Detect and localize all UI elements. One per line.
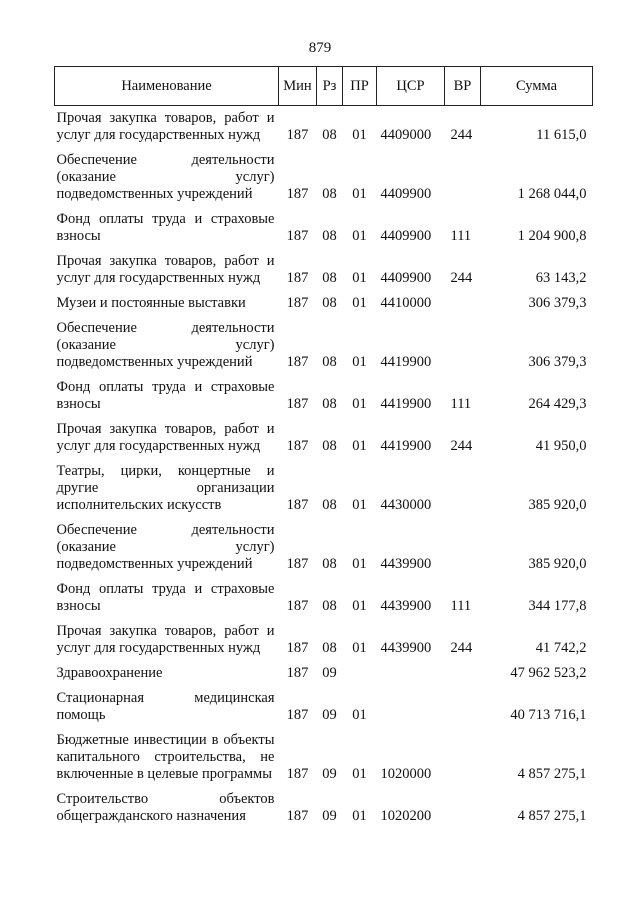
table-body	[55, 106, 593, 830]
cell-csr: 4439900	[380, 598, 432, 614]
header-row	[55, 67, 593, 106]
cell-vr	[445, 728, 481, 787]
cell-min: 187	[286, 665, 309, 681]
cell-min: 187	[286, 354, 309, 370]
cell-pr: 01	[352, 396, 367, 412]
cell-pr: 01	[352, 438, 367, 454]
cell-sum: 306 379,3	[528, 354, 587, 370]
budget-table	[54, 66, 593, 829]
cell-vr	[445, 686, 481, 728]
table-row	[55, 577, 593, 619]
cell-sum: 1 268 044,0	[517, 186, 587, 202]
table-row	[55, 249, 593, 291]
cell-csr: 4439900	[380, 556, 432, 572]
cell-rz: 08	[322, 127, 337, 143]
cell-csr: 4439900	[380, 640, 432, 656]
cell-pr: 01	[352, 270, 367, 286]
table-row	[55, 207, 593, 249]
table-row	[55, 787, 593, 829]
cell-min: 187	[286, 497, 309, 513]
header-name: Наименование	[55, 67, 279, 106]
cell-sum: 1 204 900,8	[517, 228, 587, 244]
cell-pr: 01	[352, 497, 367, 513]
cell-rz: 09	[322, 665, 337, 681]
cell-pr: 01	[352, 640, 367, 656]
table-row	[55, 728, 593, 787]
table-row	[55, 375, 593, 417]
cell-rz: 09	[322, 707, 337, 723]
cell-pr: 01	[352, 127, 367, 143]
cell-pr: 01	[352, 295, 367, 311]
cell-sum: 47 962 523,2	[510, 665, 587, 681]
cell-name: Прочая закупка товаров, работ и услуг для государственных нужд	[56, 253, 275, 286]
cell-csr: 4409900	[380, 228, 432, 244]
cell-rz: 08	[322, 396, 337, 412]
cell-min: 187	[286, 640, 309, 656]
cell-vr	[445, 661, 481, 686]
table-row	[55, 661, 593, 686]
cell-name: Фонд оплаты труда и страховые взносы	[56, 581, 275, 614]
cell-min: 187	[286, 808, 309, 824]
cell-name: Фонд оплаты труда и страховые взносы	[56, 211, 275, 244]
cell-pr: 01	[352, 598, 367, 614]
cell-name: Стационарная медицинская помощь	[56, 690, 275, 723]
table-row	[55, 459, 593, 518]
cell-csr: 4410000	[380, 295, 432, 311]
cell-vr	[445, 518, 481, 577]
table-row	[55, 417, 593, 459]
cell-sum: 41 742,2	[535, 640, 587, 656]
cell-sum: 264 429,3	[528, 396, 587, 412]
page-number: 879	[308, 40, 332, 56]
header-csr: ЦСР	[377, 67, 445, 106]
header-sum: Сумма	[481, 67, 593, 106]
cell-name: Обеспечение деятельности (оказание услуг) подведомственных учреждений	[56, 320, 275, 370]
cell-vr: 244	[450, 640, 473, 656]
cell-csr: 4430000	[380, 497, 432, 513]
cell-min: 187	[286, 598, 309, 614]
cell-pr: 01	[352, 707, 367, 723]
cell-csr: 1020200	[380, 808, 432, 824]
cell-rz: 08	[322, 270, 337, 286]
table-row	[55, 316, 593, 375]
cell-name: Бюджетные инвестиции в объекты капитального строительства, не включенные в целевые программы	[56, 732, 275, 782]
table-row	[55, 619, 593, 661]
table-row	[55, 148, 593, 207]
cell-csr: 1020000	[380, 766, 432, 782]
cell-min: 187	[286, 186, 309, 202]
cell-min: 187	[286, 270, 309, 286]
cell-rz: 08	[322, 354, 337, 370]
cell-name: Прочая закупка товаров, работ и услуг для государственных нужд	[56, 110, 275, 143]
cell-rz: 08	[322, 438, 337, 454]
cell-rz: 09	[322, 808, 337, 824]
cell-csr: 4419900	[380, 438, 432, 454]
cell-vr	[445, 316, 481, 375]
cell-sum: 344 177,8	[528, 598, 587, 614]
table-header	[55, 67, 593, 106]
cell-min: 187	[286, 396, 309, 412]
table-row	[55, 106, 593, 149]
cell-name: Здравоохранение	[56, 665, 163, 681]
cell-sum: 41 950,0	[535, 438, 587, 454]
cell-name: Театры, цирки, концертные и другие организации исполнительских искусств	[56, 463, 275, 513]
cell-min: 187	[286, 556, 309, 572]
cell-csr: 4419900	[380, 396, 432, 412]
cell-csr: 4409900	[380, 270, 432, 286]
table-row	[55, 686, 593, 728]
cell-name: Музеи и постоянные выставки	[56, 295, 246, 311]
cell-vr: 244	[450, 127, 473, 143]
cell-vr: 111	[450, 228, 472, 244]
cell-vr	[445, 459, 481, 518]
cell-name: Строительство объектов общегражданского назначения	[56, 791, 275, 824]
cell-name: Прочая закупка товаров, работ и услуг для государственных нужд	[56, 421, 275, 454]
cell-vr: 111	[450, 598, 472, 614]
cell-min: 187	[286, 295, 309, 311]
cell-csr	[377, 661, 445, 686]
header-vr: ВР	[445, 67, 481, 106]
cell-sum: 40 713 716,1	[510, 707, 587, 723]
cell-name: Обеспечение деятельности (оказание услуг) подведомственных учреждений	[56, 522, 275, 572]
cell-sum: 4 857 275,1	[517, 808, 587, 824]
cell-min: 187	[286, 127, 309, 143]
table-row	[55, 518, 593, 577]
cell-rz: 08	[322, 497, 337, 513]
header-pr: ПР	[343, 67, 377, 106]
cell-vr: 111	[450, 396, 472, 412]
cell-csr: 4409900	[380, 186, 432, 202]
cell-vr	[445, 148, 481, 207]
cell-sum: 11 615,0	[536, 127, 587, 143]
cell-vr	[445, 291, 481, 316]
cell-rz: 08	[322, 228, 337, 244]
cell-min: 187	[286, 228, 309, 244]
cell-sum: 385 920,0	[528, 497, 587, 513]
cell-csr: 4409000	[380, 127, 432, 143]
header-min: Мин	[279, 67, 317, 106]
cell-name: Обеспечение деятельности (оказание услуг) подведомственных учреждений	[56, 152, 275, 202]
cell-rz: 08	[322, 598, 337, 614]
cell-pr: 01	[352, 354, 367, 370]
cell-sum: 306 379,3	[528, 295, 587, 311]
cell-csr: 4419900	[380, 354, 432, 370]
cell-vr: 244	[450, 438, 473, 454]
cell-pr: 01	[352, 556, 367, 572]
cell-pr: 01	[352, 186, 367, 202]
cell-min: 187	[286, 766, 309, 782]
table-row	[55, 291, 593, 316]
cell-vr: 244	[450, 270, 473, 286]
cell-rz: 08	[322, 556, 337, 572]
cell-pr: 01	[352, 228, 367, 244]
cell-pr	[343, 661, 377, 686]
cell-pr: 01	[352, 808, 367, 824]
cell-csr	[377, 686, 445, 728]
cell-name: Прочая закупка товаров, работ и услуг для государственных нужд	[56, 623, 275, 656]
cell-rz: 09	[322, 766, 337, 782]
cell-rz: 08	[322, 295, 337, 311]
cell-vr	[445, 787, 481, 829]
cell-name: Фонд оплаты труда и страховые взносы	[56, 379, 275, 412]
header-rz: Рз	[317, 67, 343, 106]
cell-sum: 385 920,0	[528, 556, 587, 572]
cell-min: 187	[286, 438, 309, 454]
cell-rz: 08	[322, 186, 337, 202]
cell-sum: 63 143,2	[535, 270, 587, 286]
cell-min: 187	[286, 707, 309, 723]
cell-pr: 01	[352, 766, 367, 782]
cell-rz: 08	[322, 640, 337, 656]
cell-sum: 4 857 275,1	[517, 766, 587, 782]
